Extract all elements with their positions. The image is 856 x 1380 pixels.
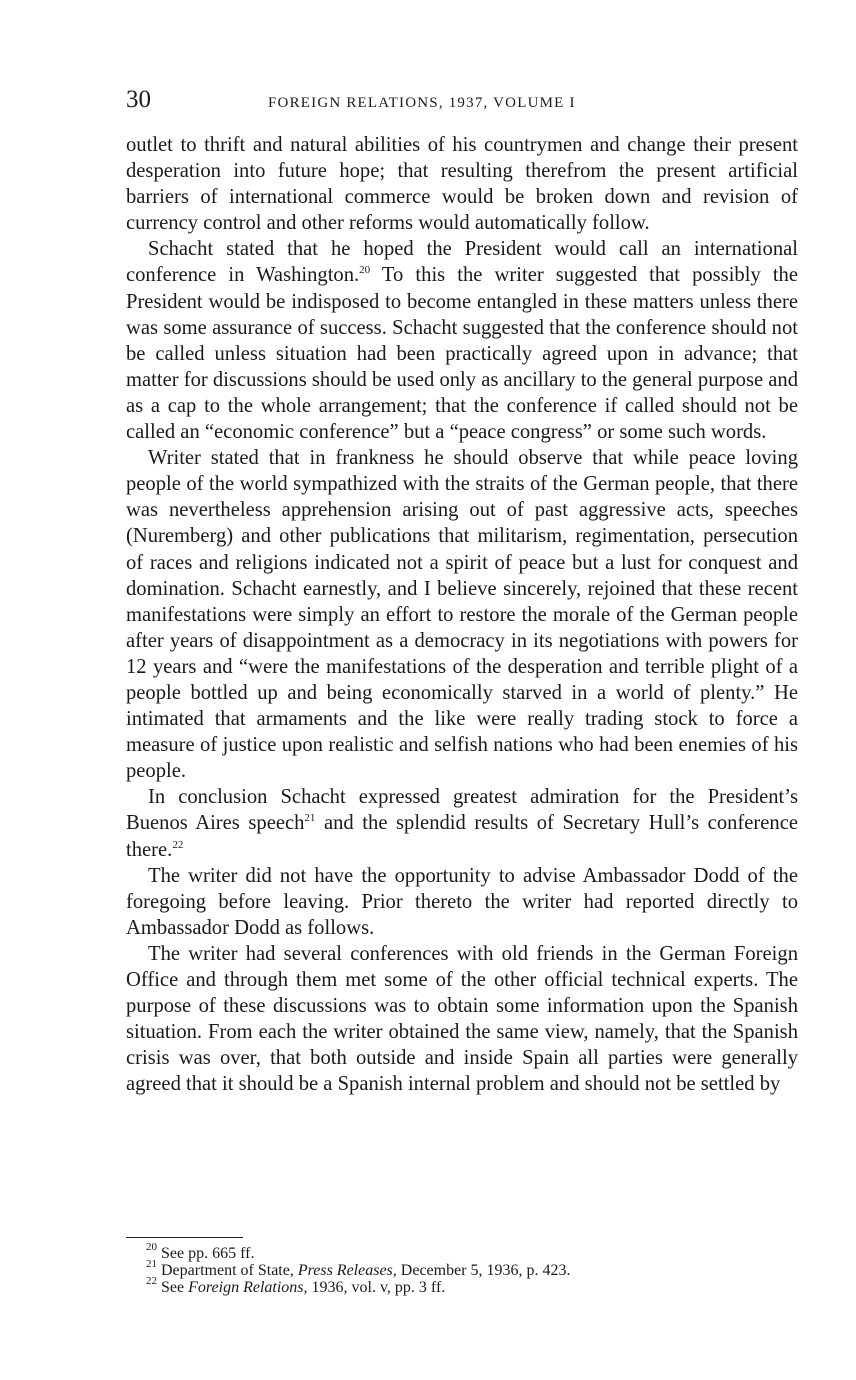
paragraph [126,941,798,1098]
text-run: outlet to thrift and natural abilities of his countrymen and change their present desperation into future hope; that resulting therefrom the present artificial barriers of international commerce would be broken down and revision of currency control and other reforms would automatically follow. [126,134,798,235]
text-run: Department of State, [157,1262,298,1279]
footnote-reference: 20 [359,264,371,277]
paragraph [126,784,798,862]
footnote-reference: 22 [172,838,184,851]
footnote-mark: 22 [146,1275,157,1287]
text-run: , December 5, 1936, p. 423. [392,1262,571,1279]
italic-title: Foreign Relations [188,1279,304,1296]
text-run: The writer had several conferences with old friends in the German Foreign Office and through them met some of the other official technical experts. The purpose of these discussions was to obtain some information upon the Spanish situation. From each the writer obtained the same view, namely, that the Spanish crisis was over, that both outside and inside Spain all parties were generally agreed that it should be a Spanish internal problem and should not be settled by [126,942,798,1096]
footnote [146,1275,786,1296]
footnote-mark: 21 [146,1258,157,1270]
text-run: To this the writer suggested that possibly the President would be indisposed to become entangled in these matters unless there was some assurance of success. Schacht suggested that the conference should not be called unless situation had been practically agreed upon in advance; that matter for discussions should be used only as ancillary to the general purpose and as a cap to the whole arrangement; that the conference if called should not be called an “economic conference” but a “peace congress” or some such words. [126,264,798,444]
text-run: and the splendid results of Secretary Hull’s conference there. [126,812,798,861]
footnote-reference: 21 [304,812,316,825]
paragraph [126,132,798,236]
footnote [146,1241,786,1262]
paragraph [126,236,798,445]
body-text [126,132,798,1097]
footnotes [146,1241,786,1296]
page-header [126,86,798,120]
footnote-rule [126,1237,243,1238]
text-run: See [157,1279,189,1296]
italic-title: Press Releases [297,1262,393,1279]
text-run: Writer stated that in frankness he should observe that while peace loving people of the world sympathized with the straits of the German people, that there was nevertheless apprehension arising out of past aggressive acts, speeches (Nuremberg) and other publications that militarism, regimentation, persecution of races and religions indicated not a spirit of peace but a lust for conquest and domination. Schacht earnestly, and I believe sincerely, rejoined that these recent manifestations were simply an effort to restore the morale of the German people after years of disappointment as a democracy in its negotiations with powers for 12 years and “were the manifestations of the desperation and terrible plight of a people bottled up and being economically starved in a world of plenty.” He intimated that armaments and the like were really trading stock to force a measure of justice upon realistic and selfish nations who had been enemies of his people. [126,447,798,783]
text-run: The writer did not have the opportunity to advise Ambassador Dodd of the foregoing before leaving. Prior thereto the writer had reported directly to Ambassador Dodd as follows. [126,864,798,939]
paragraph [126,445,798,784]
text-run: See pp. 665 ff. [157,1245,255,1262]
paragraph [126,863,798,941]
page-number: 30 [126,86,151,113]
running-head: FOREIGN RELATIONS, 1937, VOLUME I [268,95,576,111]
footnote [146,1258,786,1279]
footnote-mark: 20 [146,1241,157,1253]
text-run: In conclusion Schacht expressed greatest admiration for the President’s Buenos Aires speech [126,786,798,835]
text-run: Schacht stated that he hoped the President would call an international conference in Washington. [126,238,798,287]
text-run: , 1936, vol. v, pp. 3 ff. [303,1279,446,1296]
